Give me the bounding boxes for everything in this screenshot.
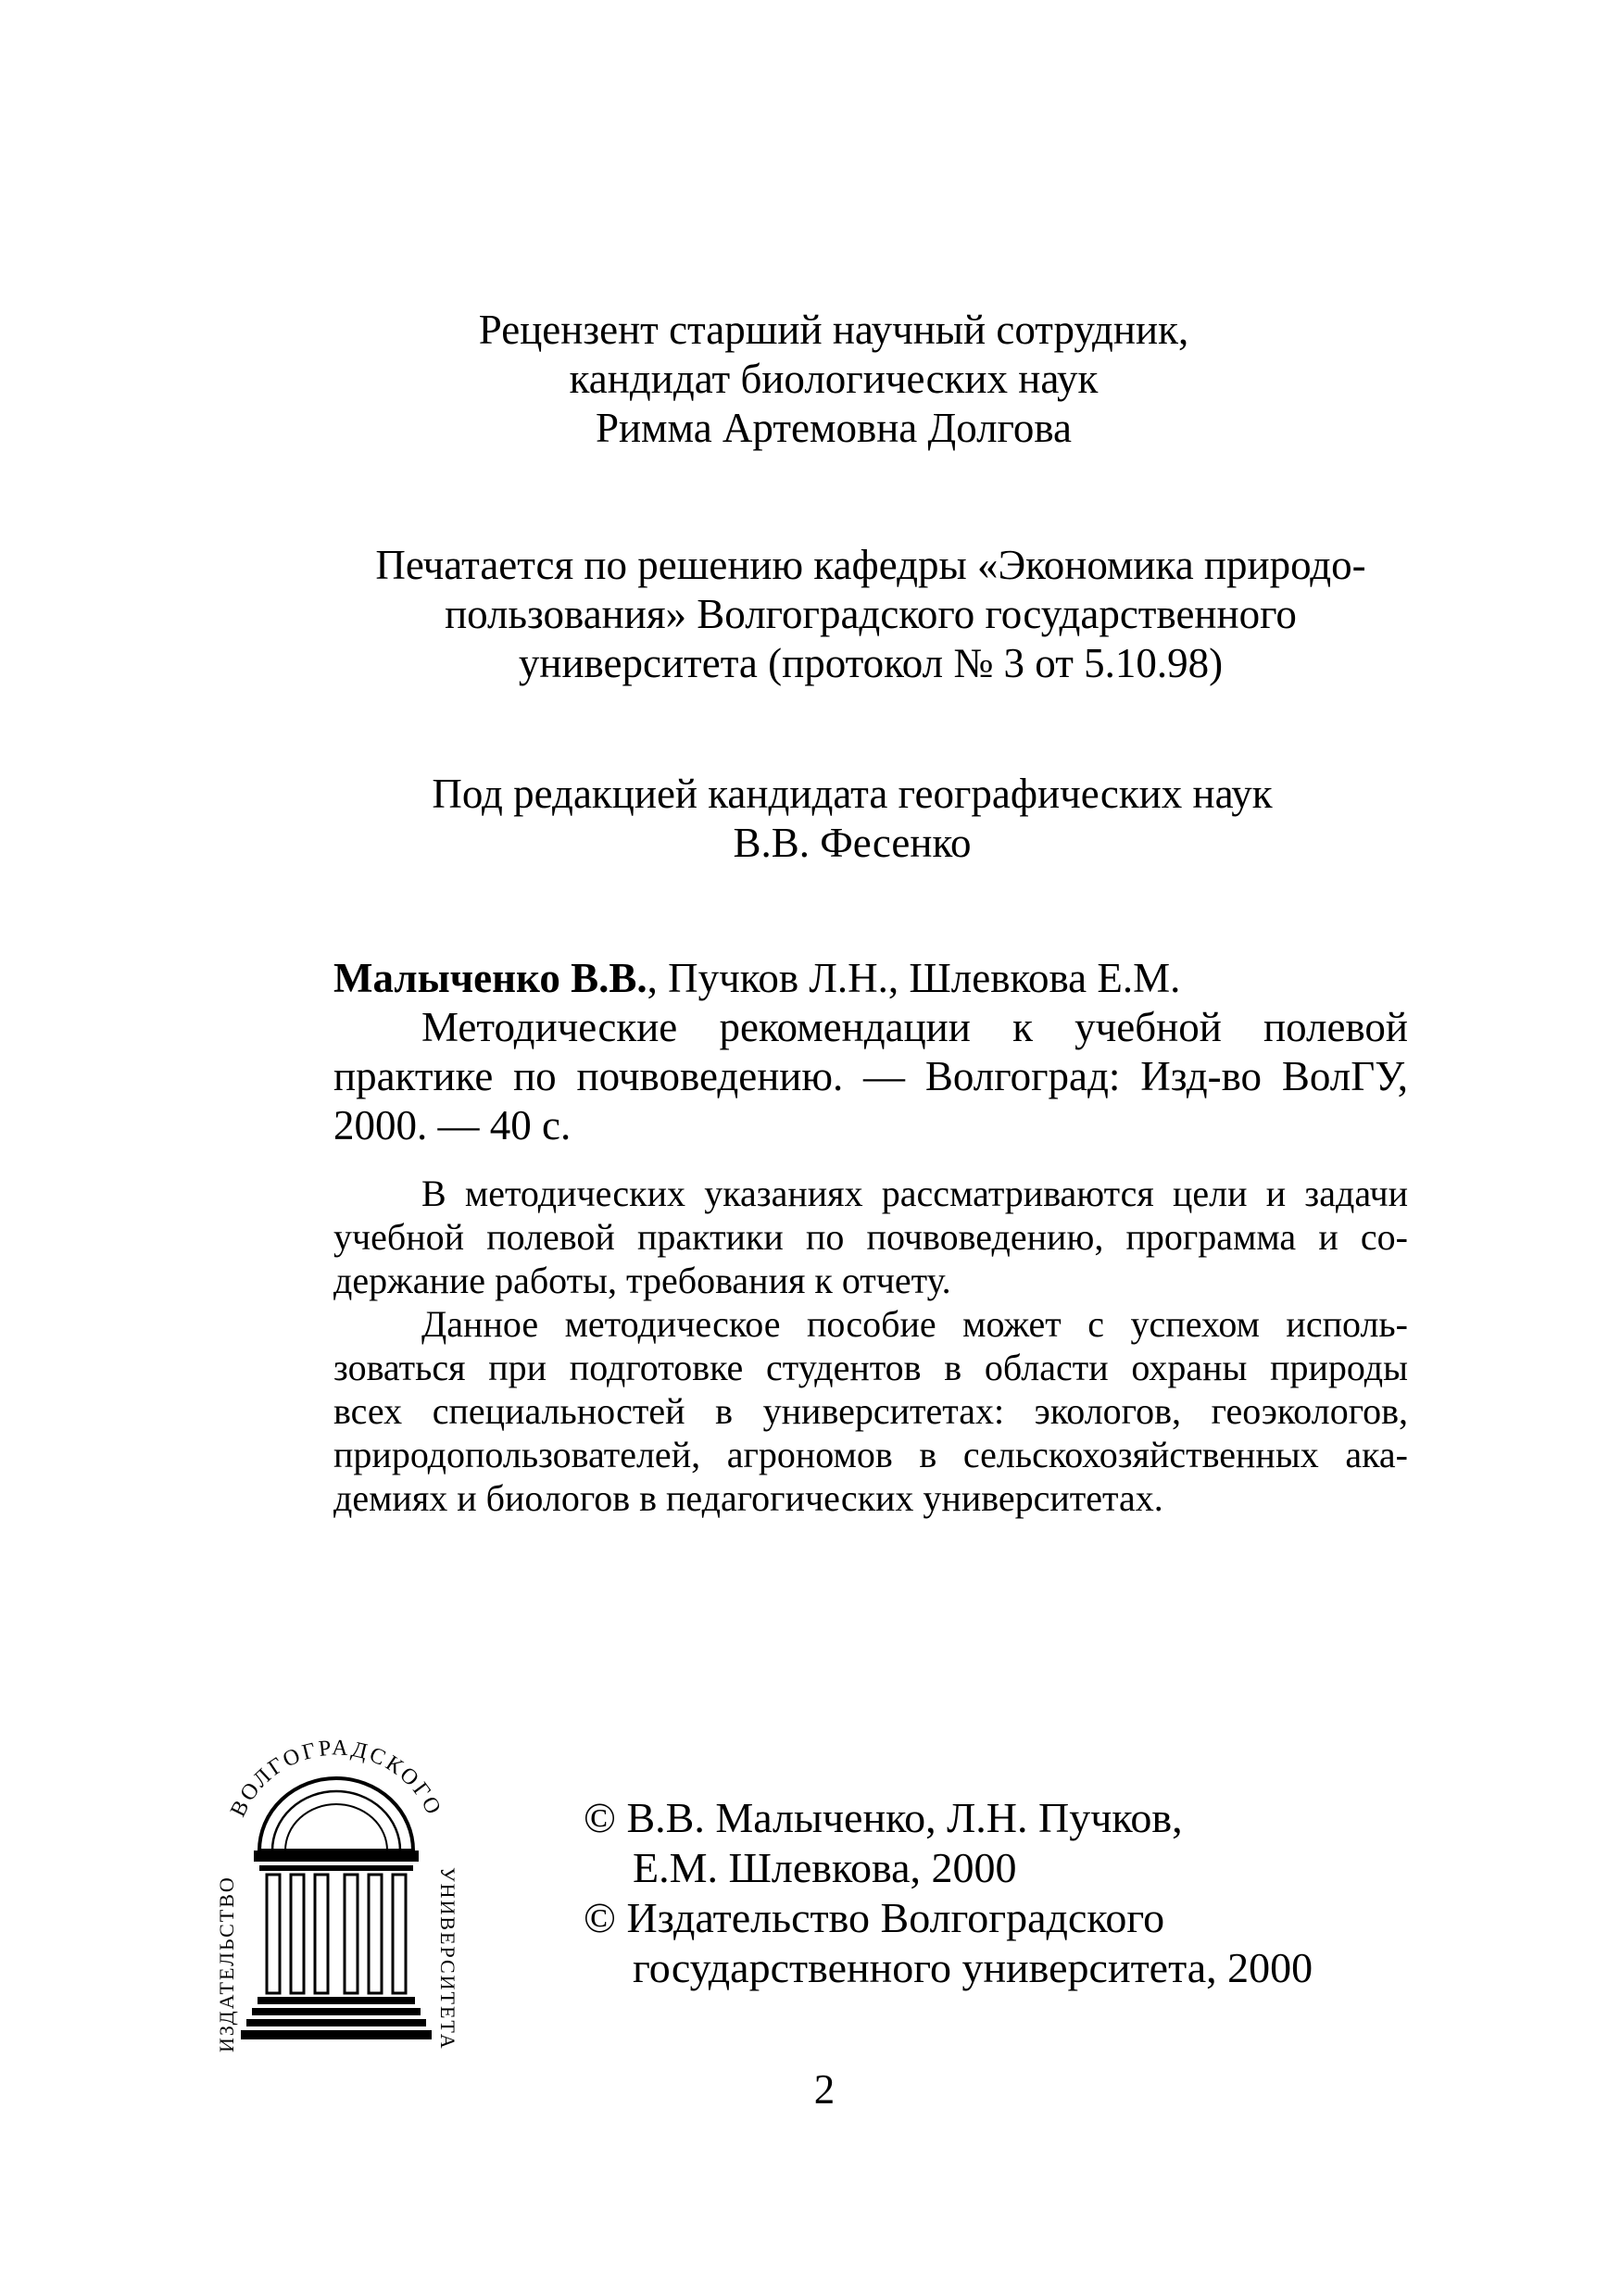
abstract-line: учебной полевой практики по почвоведению, программа и со-: [333, 1216, 1408, 1258]
coauthors: , Пучков Л.Н., Шлевкова Е.М.: [647, 955, 1181, 1001]
abstract-line: зоваться при подготовке студентов в области охраны природы: [333, 1347, 1408, 1388]
citation-title-line: 2000. — 40 с.: [333, 1102, 572, 1148]
citation-title-line: практике по почвоведению. — Волгоград: Изд-во ВолГУ,: [333, 1053, 1408, 1099]
publisher-rotunda-logo-icon: [211, 1702, 461, 2064]
editor-name: В.В. Фесенко: [733, 820, 972, 866]
approval-line: Печатается по решению кафедры «Экономика природо-: [375, 542, 1366, 588]
abstract-line: всех специальностей в университетах: экологов, геоэкологов,: [333, 1390, 1408, 1432]
abstract-line: демиях и биологов в педагогических университетах.: [333, 1477, 1163, 1519]
abstract: [333, 1172, 1408, 1520]
citation-title-line: Методические рекомендации к учебной полевой: [421, 1004, 1408, 1050]
logo-left-text: ИЗДАТЕЛЬСТВО: [215, 1876, 238, 2052]
editor-block: [371, 770, 1334, 868]
abstract-line: природопользователей, агрономов в сельскохозяйственных ака-: [333, 1434, 1408, 1475]
abstract-line: держание работы, требования к отчету.: [333, 1260, 951, 1301]
abstract-line: В методических указаниях рассматриваются цели и задачи: [421, 1173, 1408, 1214]
citation-authors: [333, 954, 1408, 1003]
approval-line: университета (протокол № 3 от 5.10.98): [518, 640, 1224, 686]
reviewer-name: Римма Артемовна Долгова: [595, 405, 1073, 451]
bibliographic-citation: [333, 954, 1408, 1150]
copyright-block: [584, 1793, 1417, 1993]
copyright-line: © В.В. Малыченко, Л.Н. Пучков,: [584, 1794, 1183, 1841]
approval-block: [333, 541, 1408, 688]
logo-arc-text: ВОЛГОГРАДСКОГО: [226, 1736, 446, 1821]
abstract-line: Данное методическое пособие может с успехом исполь-: [421, 1303, 1408, 1345]
lead-author: Малыченко В.В.: [333, 955, 647, 1001]
approval-line: пользования» Волгоградского государственного: [445, 591, 1297, 637]
logo-right-text: УНИВЕРСИТЕТА: [436, 1867, 459, 2051]
reviewer-line: кандидат биологических наук: [569, 356, 1099, 402]
page-number: 2: [813, 2066, 836, 2113]
copyright-line: Е.М. Шлевкова, 2000: [633, 1844, 1017, 1891]
copyright-line: государственного университета, 2000: [633, 1944, 1313, 1991]
reviewer-line: Рецензент старший научный сотрудник,: [478, 307, 1189, 353]
copyright-line: © Издательство Волгоградского: [584, 1894, 1165, 1941]
editor-line: Под редакцией кандидата географических наук: [432, 771, 1273, 817]
reviewer-block: [371, 306, 1297, 453]
